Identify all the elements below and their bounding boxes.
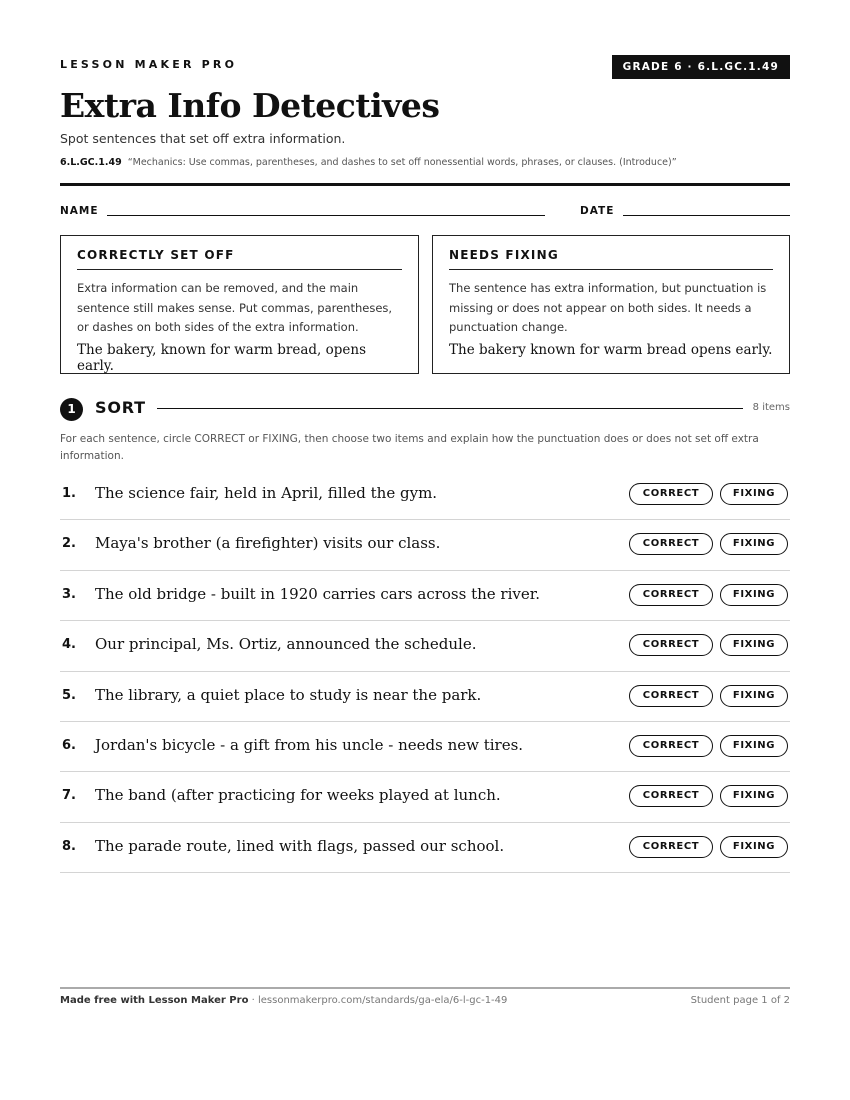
list-item <box>60 520 790 570</box>
grade-badge: GRADE 6 · 6.L.GC.1.49 <box>612 55 790 79</box>
standard-text: “Mechanics: Use commas, parentheses, and dashes to set off nonessential words, phrases, or clauses. (Introduce)” <box>127 157 677 168</box>
fixing-option[interactable]: FIXING <box>720 735 788 757</box>
item-number: 6. <box>62 737 76 753</box>
item-sentence: The library, a quiet place to study is near the park. <box>95 685 482 704</box>
item-sentence: The band (after practicing for weeks played at lunch. <box>95 786 501 805</box>
correct-rule-heading: CORRECTLY SET OFF <box>77 248 402 270</box>
date-label: DATE <box>580 205 615 217</box>
item-number: 3. <box>62 586 76 602</box>
item-number: 4. <box>62 637 76 653</box>
item-number: 1. <box>62 486 76 501</box>
list-item <box>60 571 790 621</box>
correct-option[interactable]: CORRECT <box>629 634 713 656</box>
correct-rule-box <box>60 235 419 374</box>
correct-option[interactable]: CORRECT <box>629 483 713 505</box>
fixing-rule-heading: NEEDS FIXING <box>449 248 773 270</box>
correct-option[interactable]: CORRECT <box>629 785 713 807</box>
item-number: 7. <box>62 788 76 804</box>
page-indicator: Student page 1 of 2 <box>690 995 790 1006</box>
footer-divider <box>60 987 790 989</box>
header-divider <box>60 183 790 186</box>
standard-line <box>60 157 677 168</box>
item-count: 8 items <box>752 402 790 413</box>
list-item <box>60 470 790 520</box>
footer-credit <box>60 995 507 1006</box>
list-item <box>60 823 790 873</box>
item-number: 2. <box>62 536 76 552</box>
fixing-option[interactable]: FIXING <box>720 634 788 656</box>
fixing-rule-text: The sentence has extra information, but punctuation is missing or does not appear on both sides. It needs a punctuation change. <box>449 281 767 334</box>
fixing-option[interactable]: FIXING <box>720 584 788 606</box>
correct-option[interactable]: CORRECT <box>629 735 713 757</box>
footer-link[interactable]: · lessonmakerpro.com/standards/ga-ela/6-l-gc-1-49 <box>248 995 508 1006</box>
fixing-option[interactable]: FIXING <box>720 685 788 707</box>
fixing-option[interactable]: FIXING <box>720 533 788 555</box>
item-sentence: The science fair, held in April, filled the gym. <box>95 484 438 502</box>
item-number: 5. <box>62 687 76 703</box>
correct-option[interactable]: CORRECT <box>629 685 713 707</box>
name-label: NAME <box>60 205 99 217</box>
item-sentence: The parade route, lined with flags, passed our school. <box>95 836 505 855</box>
fixing-rule-example: The bakery known for warm bread opens early. <box>449 341 773 358</box>
fixing-option[interactable]: FIXING <box>720 785 788 807</box>
fixing-rule-box <box>432 235 790 374</box>
name-field[interactable] <box>107 215 545 216</box>
correct-rule-example: The bakery, known for warm bread, opens early. <box>77 341 367 374</box>
sentence-list <box>60 470 790 873</box>
correct-option[interactable]: CORRECT <box>629 584 713 606</box>
standard-code: 6.L.GC.1.49 <box>60 157 122 168</box>
correct-option[interactable]: CORRECT <box>629 533 713 555</box>
item-sentence: Maya's brother (a firefighter) visits our class. <box>95 534 441 553</box>
list-item <box>60 722 790 772</box>
item-sentence: Jordan's bicycle - a gift from his uncle - needs new tires. <box>95 735 524 754</box>
section-title: SORT <box>95 398 146 417</box>
brand-name: LESSON MAKER PRO <box>60 58 238 71</box>
item-number: 8. <box>62 838 76 854</box>
list-item <box>60 621 790 671</box>
list-item <box>60 672 790 722</box>
page-title: Extra Info Detectives <box>60 86 440 125</box>
footer-made-with: Made free with Lesson Maker Pro <box>60 995 249 1006</box>
correct-rule-text: Extra information can be removed, and the main sentence still makes sense. Put commas, parentheses, or dashes on both sides of the extra information. <box>77 281 393 334</box>
section-instructions: For each sentence, circle CORRECT or FIXING, then choose two items and explain how the punctuation does or does not set off extra information. <box>60 433 759 462</box>
page-subtitle: Spot sentences that set off extra information. <box>60 131 346 146</box>
worksheet-page <box>60 0 790 1100</box>
fixing-option[interactable]: FIXING <box>720 836 788 858</box>
date-field[interactable] <box>623 215 790 216</box>
correct-option[interactable]: CORRECT <box>629 836 713 858</box>
item-sentence: The old bridge - built in 1920 carries cars across the river. <box>95 584 541 603</box>
section-number-badge: 1 <box>60 398 83 421</box>
list-item <box>60 772 790 822</box>
fixing-option[interactable]: FIXING <box>720 483 788 505</box>
section-divider <box>157 408 743 409</box>
item-sentence: Our principal, Ms. Ortiz, announced the schedule. <box>95 635 477 654</box>
